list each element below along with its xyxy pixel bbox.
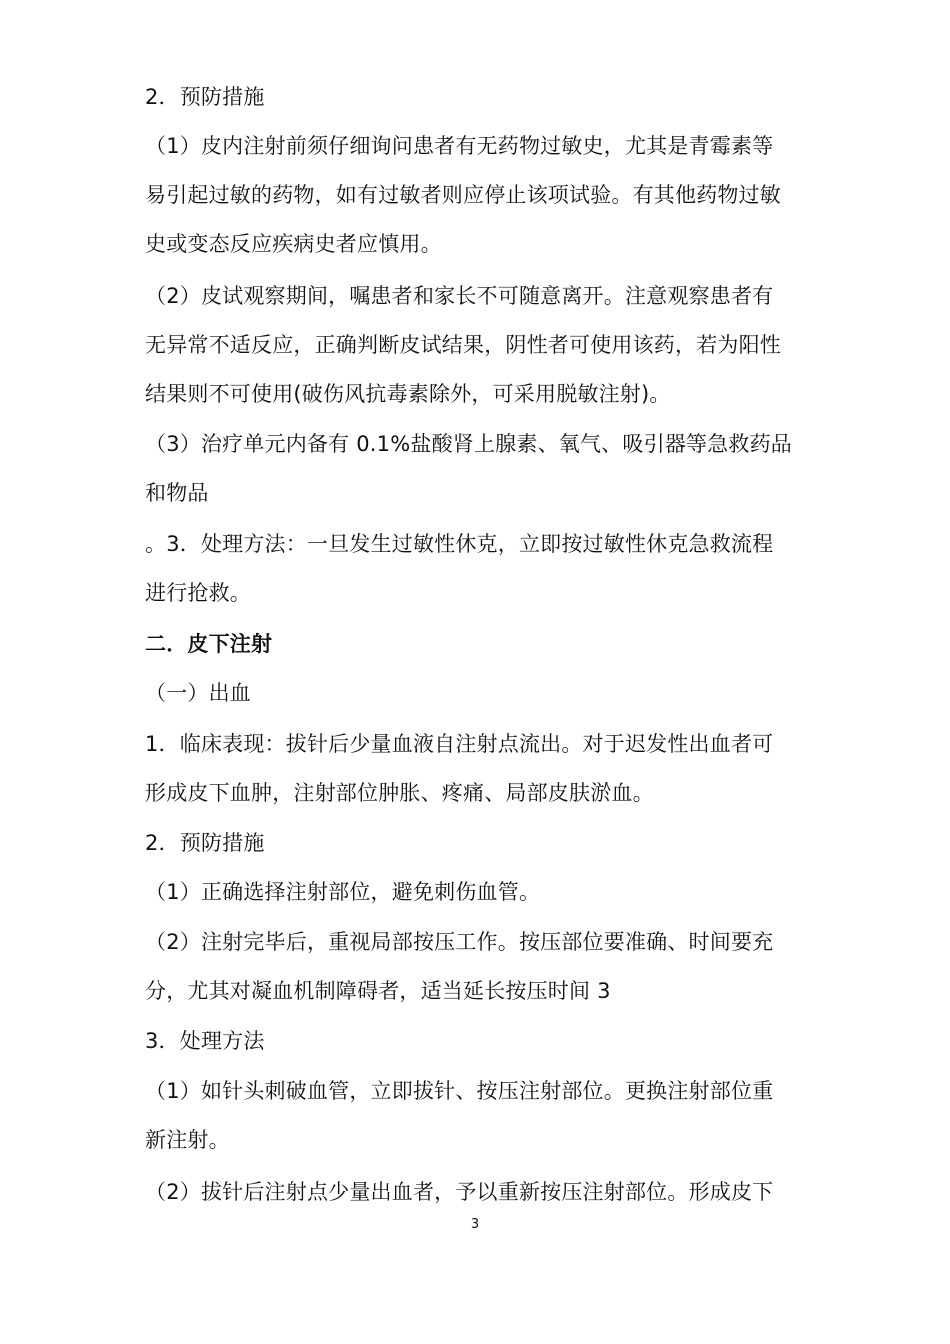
- paragraph-line: 分，尤其对凝血机制障碍者，适当延长按压时间 3: [145, 979, 611, 1003]
- subsection-heading-bleeding: （一）出血: [145, 681, 251, 705]
- paragraph-line: 新注射。: [145, 1128, 230, 1152]
- paragraph-line: 形成皮下血肿，注射部位肿胀、疼痛、局部皮肤淤血。: [145, 781, 654, 805]
- page-number: 3: [470, 1217, 480, 1232]
- paragraph-line: （2）拔针后注射点少量出血者，予以重新按压注射部位。形成皮下: [145, 1180, 774, 1204]
- paragraph-line: 易引起过敏的药物，如有过敏者则应停止该项试验。有其他药物过敏: [145, 183, 781, 207]
- paragraph-line: 结果则不可使用(破伤风抗毒素除外，可采用脱敏注射)。: [145, 382, 671, 406]
- paragraph-line: （2）皮试观察期间，嘱患者和家长不可随意离开。注意观察患者有: [145, 284, 774, 308]
- paragraph-line: 1．临床表现：拔针后少量血液自注射点流出。对于迟发性出血者可: [145, 732, 774, 756]
- paragraph-line: （1）皮内注射前须仔细询问患者有无药物过敏史，尤其是青霉素等: [145, 134, 774, 158]
- section-heading-subcutaneous-injection: 二．皮下注射: [145, 632, 273, 656]
- paragraph-line: （1）如针头刺破血管，立即拔针、按压注射部位。更换注射部位重: [145, 1079, 774, 1103]
- section-heading-prevention: 2．预防措施: [145, 831, 265, 855]
- paragraph-line: 无异常不适反应，正确判断皮试结果，阴性者可使用该药，若为阳性: [145, 333, 781, 357]
- section-heading-treatment: 3．处理方法: [145, 1029, 265, 1053]
- paragraph-line: 。3．处理方法：一旦发生过敏性休克，立即按过敏性休克急救流程: [145, 532, 774, 556]
- paragraph-line: （3）治疗单元内备有 0.1%盐酸肾上腺素、氧气、吸引器等急救药品: [145, 432, 792, 456]
- paragraph-line: 和物品: [145, 481, 209, 505]
- section-heading-prevention: 2．预防措施: [145, 85, 265, 109]
- paragraph-line: （1）正确选择注射部位，避免刺伤血管。: [145, 880, 541, 904]
- paragraph-line: 进行抢救。: [145, 581, 251, 605]
- paragraph-line: 史或变态反应疾病史者应慎用。: [145, 232, 442, 256]
- paragraph-line: （2）注射完毕后，重视局部按压工作。按压部位要准确、时间要充: [145, 930, 774, 954]
